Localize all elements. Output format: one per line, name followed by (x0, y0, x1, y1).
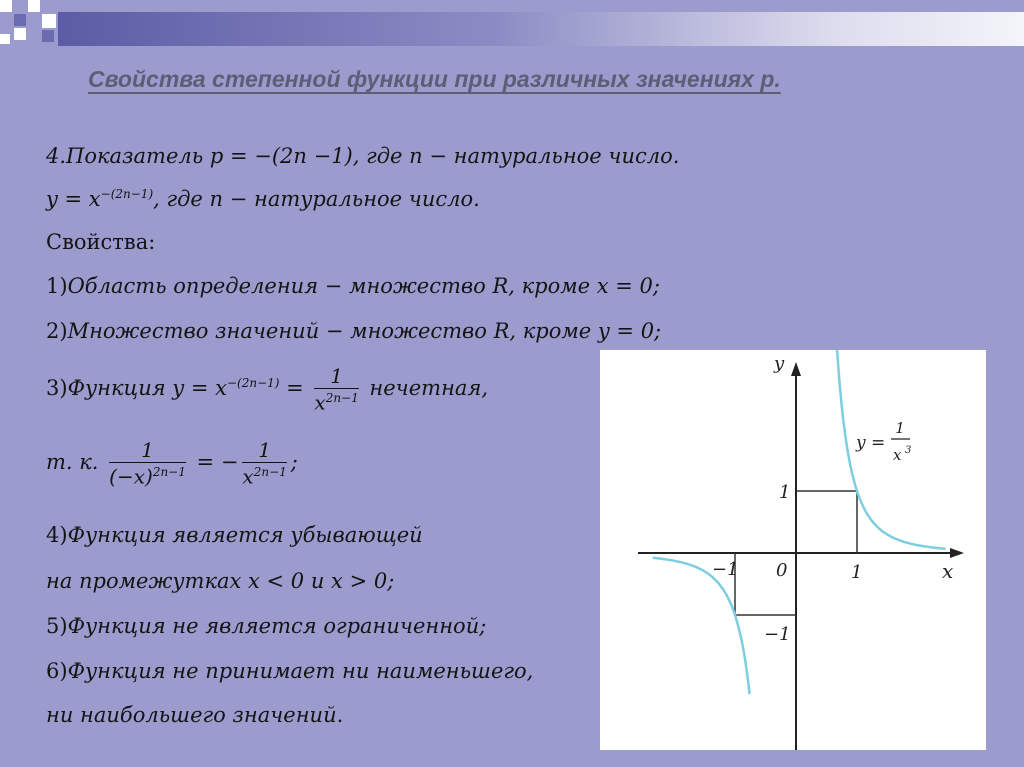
exponent-definition (46, 146, 679, 167)
graph-canvas (600, 350, 986, 750)
guide-positive (796, 491, 857, 553)
fraction-numerator: 1 (109, 440, 186, 463)
oddness-proof (46, 440, 298, 487)
fraction-denominator (109, 463, 186, 487)
function-exponent: −(2n−1) (100, 187, 154, 201)
deco-square (0, 0, 12, 12)
exponent-formula: p = −(2n −1), (209, 144, 360, 168)
function-label-exponent: 3 (905, 445, 912, 456)
property-5 (46, 616, 486, 637)
property-text: Функция не принимает ни наименьшего, (67, 659, 534, 683)
property-text: Множество значений − множество R, кроме y = 0; (67, 319, 662, 343)
function-label-numerator: 1 (895, 419, 905, 437)
properties-heading (46, 232, 155, 253)
proof-label: т. к. (46, 449, 106, 474)
y-axis-arrow (791, 362, 801, 376)
equals-sign: = − (189, 449, 239, 474)
deco-square (0, 34, 10, 44)
item-rest: где n − натуральное число. (359, 144, 680, 168)
deco-square (14, 28, 26, 40)
x-axis-arrow (950, 548, 964, 558)
property-text: Функция не является ограниченной; (67, 614, 487, 638)
deco-square (14, 14, 26, 26)
curve-positive-branch (832, 350, 946, 549)
x-axis-label: x (942, 559, 954, 583)
function-lhs: y = x (46, 187, 101, 211)
y-tick-minus-1: −1 (764, 624, 791, 645)
function-definition (46, 188, 480, 210)
function-graph (600, 350, 986, 750)
deco-square (28, 0, 40, 12)
deco-square (42, 30, 54, 42)
property-4-continued (46, 571, 394, 592)
property-tail: нечетная, (362, 375, 489, 400)
property-text: на промежутках x < 0 и x > 0; (46, 569, 395, 593)
fraction-denominator (314, 389, 358, 413)
equals-sign: = (279, 375, 311, 400)
x-tick-1: 1 (851, 562, 863, 583)
property-text: Область определения − множество R, кроме x = 0; (67, 274, 660, 298)
x-tick-minus-1: −1 (712, 559, 739, 580)
fraction (314, 366, 358, 413)
fraction-denominator (242, 463, 286, 487)
fraction-numerator: 1 (314, 366, 358, 389)
property-6 (46, 661, 533, 682)
property-number: 6) (46, 659, 68, 683)
property-4 (46, 525, 423, 546)
property-1 (46, 276, 660, 297)
origin-label: 0 (776, 560, 788, 581)
property-number: 1) (46, 274, 68, 298)
properties-heading-text: Свойства (46, 230, 149, 254)
property-text: Функция y = x (67, 375, 227, 400)
function-label-lhs: y = (856, 433, 886, 453)
slide-title: Свойства степенной функции при различных значениях р. (88, 66, 781, 92)
property-number: 5) (46, 614, 68, 638)
denominator-base: x (314, 390, 326, 415)
fraction-numerator: 1 (242, 440, 286, 463)
proof-tail: ; (290, 449, 298, 474)
property-6-continued (46, 705, 343, 726)
denominator-exponent: 2n−1 (325, 391, 359, 405)
y-tick-1: 1 (779, 482, 791, 503)
properties-colon: : (148, 230, 156, 254)
property-exponent: −(2n−1) (226, 375, 280, 390)
item-lead: 4.Показатель (46, 144, 210, 168)
function-label-denominator: x (893, 446, 902, 464)
fraction (242, 440, 286, 487)
property-text: Функция является убывающей (67, 523, 423, 547)
header-gradient-bar (58, 12, 1024, 46)
denominator-base: x (242, 464, 254, 489)
property-number: 2) (46, 319, 68, 343)
fraction (109, 440, 186, 487)
deco-square (42, 14, 56, 28)
function-rest: , где n − натуральное число. (153, 187, 480, 211)
property-text: ни наибольшего значений. (46, 703, 344, 727)
header-decoration (0, 0, 1024, 60)
y-axis-label: y (774, 353, 785, 374)
denominator-exponent: 2n−1 (152, 465, 186, 479)
property-3 (46, 366, 488, 413)
property-number: 3) (46, 375, 68, 400)
denominator-exponent: 2n−1 (253, 465, 287, 479)
property-2 (46, 321, 661, 342)
property-number: 4) (46, 523, 68, 547)
denominator-base: (−x) (109, 464, 153, 489)
